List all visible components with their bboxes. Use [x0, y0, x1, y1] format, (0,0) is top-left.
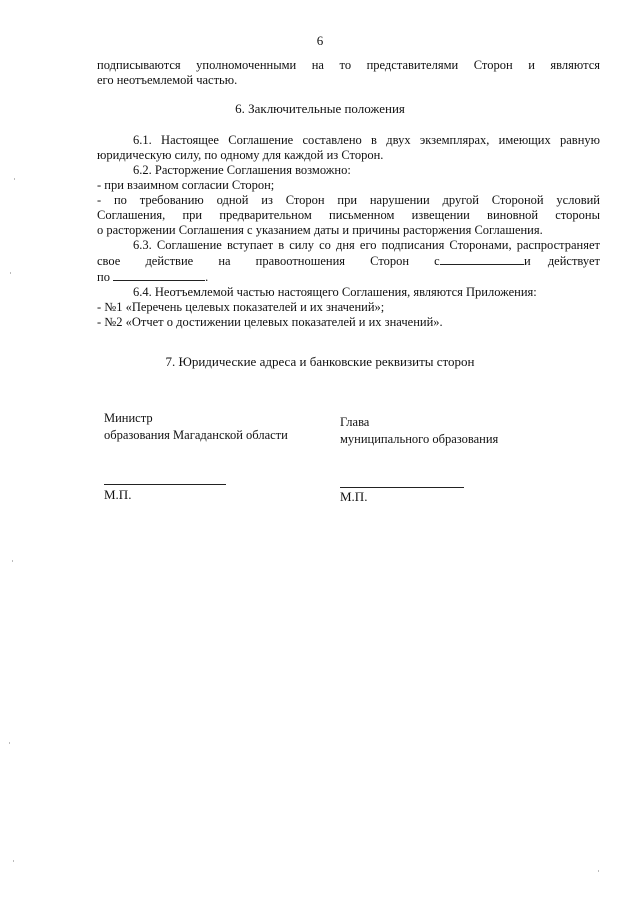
- scan-speck: [12, 560, 13, 562]
- right-signature-line: [340, 487, 464, 488]
- clause-6-4: 6.4. Неотъемлемой частью настоящего Соглашения, являются Приложения:: [133, 285, 537, 299]
- clause-6-2: 6.2. Расторжение Соглашения возможно:: [133, 163, 351, 177]
- clause-6-3-until-text: и действует: [524, 254, 600, 268]
- clause-6-3-end-period: .: [205, 270, 209, 284]
- appendix-2: - №2 «Отчет о достижении целевых показателей и их значений».: [97, 315, 443, 329]
- right-signatory-org: муниципального образования: [340, 432, 499, 446]
- scan-speck: [10, 272, 11, 274]
- clause-6-3-line-3: [97, 269, 600, 285]
- clause-6-1-line-2: юридическую силу, по одному для каждой из Сторон.: [97, 148, 384, 162]
- clause-6-3-line-1: 6.3. Соглашение вступает в силу со дня его подписания Сторонами, распространяет: [133, 238, 600, 252]
- scan-speck: [598, 870, 599, 872]
- left-signatory-org: образования Магаданской области: [104, 428, 288, 442]
- section-7-title: 7. Юридические адреса и банковские реквизиты сторон: [165, 354, 475, 369]
- end-date-blank: [113, 269, 205, 281]
- left-seal-label: М.П.: [104, 487, 132, 502]
- scan-speck: [9, 742, 10, 744]
- clause-6-2-option-b-line-1: - по требованию одной из Сторон при нарушении другой Стороной условий: [97, 193, 600, 207]
- section-6-body: [97, 133, 600, 330]
- appendix-1: - №1 «Перечень целевых показателей и их значений»;: [97, 300, 385, 314]
- intro-line-1: подписываются уполномоченными на то представителями Сторон и являются: [97, 58, 600, 72]
- left-signature-line: [104, 484, 226, 485]
- right-signatory: [340, 414, 498, 448]
- clause-6-1-line-1: 6.1. Настоящее Соглашение составлено в двух экземплярах, имеющих равную: [133, 133, 600, 147]
- left-signatory-title: Министр: [104, 411, 153, 425]
- right-seal-label: М.П.: [340, 489, 368, 504]
- clause-6-3-by-text: по: [97, 270, 110, 284]
- left-signatory: [104, 410, 288, 444]
- clause-6-2-option-a: - при взаимном согласии Сторон;: [97, 178, 275, 192]
- start-date-blank: [440, 253, 524, 265]
- right-signatory-title: Глава: [340, 415, 370, 429]
- intro-line-2: его неотъемлемой частью.: [97, 73, 238, 87]
- intro-paragraph: [97, 58, 600, 88]
- page-number: 6: [316, 33, 324, 48]
- section-6-title: 6. Заключительные положения: [235, 101, 405, 116]
- clause-6-3-line-2: [97, 253, 600, 269]
- clause-6-3-from-text: свое действие на правоотношения Сторон с: [97, 254, 440, 268]
- scan-speck: [14, 178, 15, 180]
- clause-6-2-option-b-line-2: Соглашения, при предварительном письменном извещении виновной стороны: [97, 208, 600, 222]
- scan-speck: [13, 860, 14, 862]
- clause-6-2-option-b-line-3: о расторжении Соглашения с указанием даты и причины расторжения Соглашения.: [97, 223, 543, 237]
